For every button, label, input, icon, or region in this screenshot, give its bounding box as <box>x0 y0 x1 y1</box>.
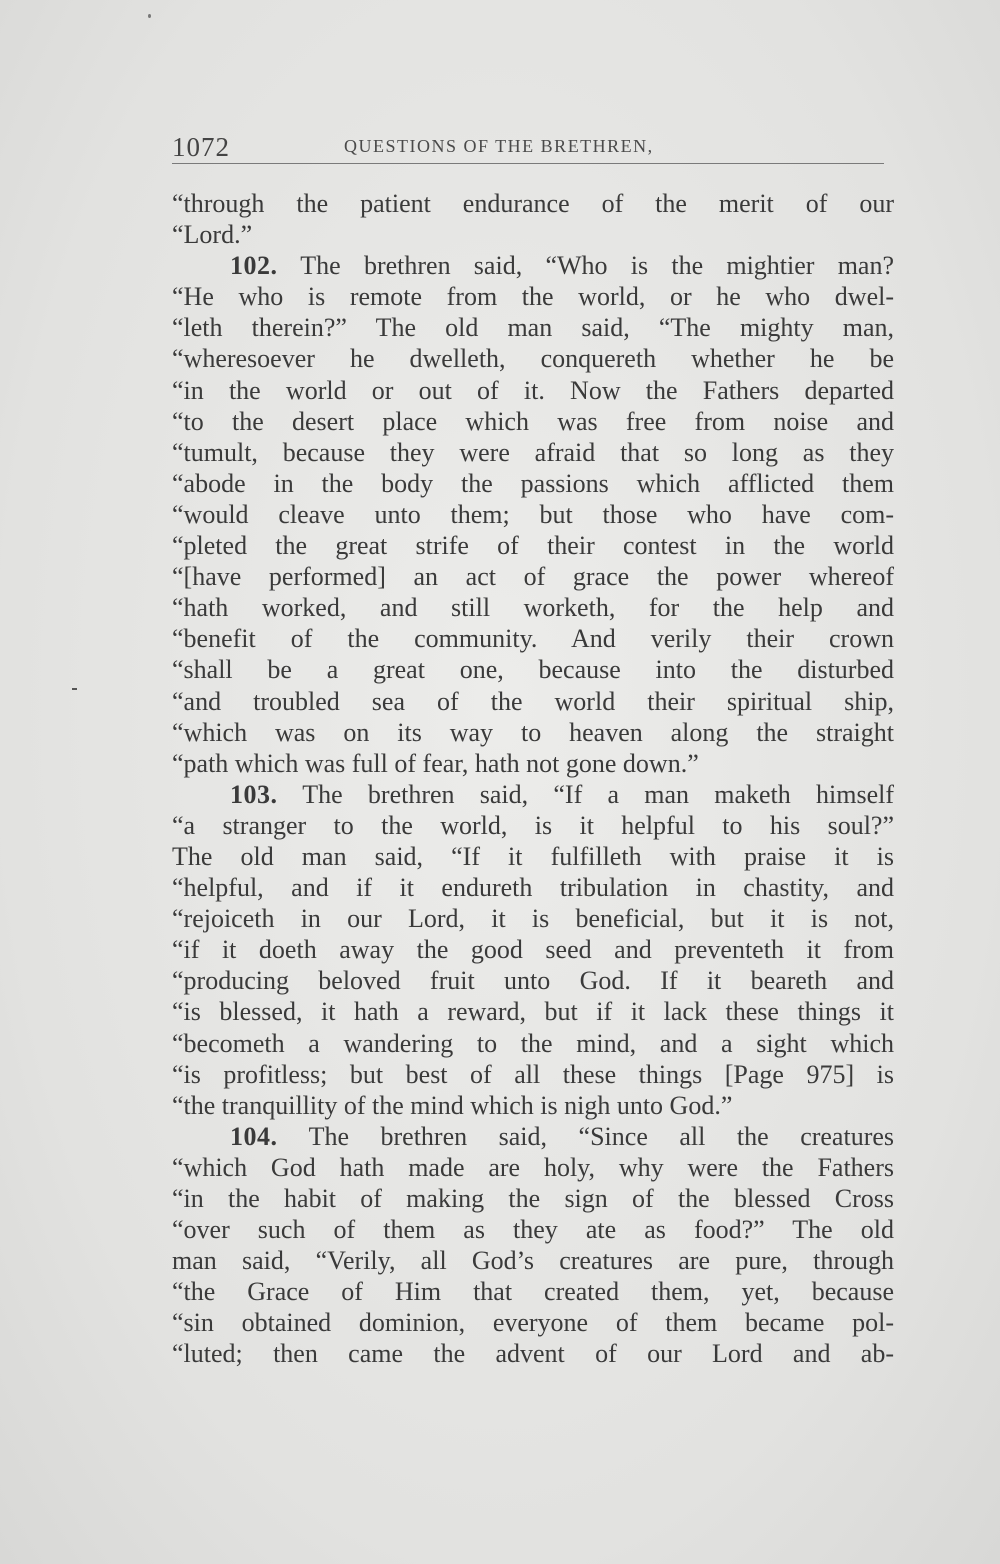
text-line: “the Grace of Him that created them, yet, because <box>172 1277 894 1307</box>
text-line: The brethren said, “If a man maketh himself <box>302 779 894 809</box>
paper-speck <box>148 14 151 18</box>
page-number: 1072 <box>172 132 230 162</box>
text-line: “and troubled sea of the world their spiritual ship, <box>172 686 894 716</box>
text-line: “wheresoever he dwelleth, conquereth whether he be <box>172 344 894 374</box>
text-line: “in the world or out of it. Now the Fathers departed <box>172 375 894 405</box>
text-line: “through the patient endurance of the merit of our <box>172 189 894 218</box>
text-line: “is blessed, it hath a reward, but if it lack these things it <box>172 997 894 1027</box>
text-line: The old man said, “If it fulfilleth with praise it is <box>172 841 894 871</box>
text-line: The brethren said, “Who is the mightier man? <box>300 251 894 281</box>
text-line: “becometh a wandering to the mind, and a sight which <box>172 1028 894 1058</box>
text-line: man said, “Verily, all God’s creatures are pure, through <box>172 1246 894 1276</box>
section-number: 102. <box>230 251 278 281</box>
text-line: “is profitless; but best of all these things [Page 975] is <box>172 1059 894 1089</box>
text-line: “a stranger to the world, is it helpful to his soul?” <box>172 810 894 840</box>
paragraph-start-103 <box>172 779 894 810</box>
text-line: “would cleave unto them; but those who have com- <box>172 499 894 529</box>
text-line: “to the desert place which was free from noise and <box>172 406 894 436</box>
text-line: “shall be a great one, because into the disturbed <box>172 655 894 685</box>
page-header <box>172 128 890 168</box>
text-line: “path which was full of fear, hath not gone down.” <box>172 748 699 778</box>
text-line: “luted; then came the advent of our Lord and ab- <box>172 1339 894 1369</box>
paragraph-start-104 <box>172 1121 894 1152</box>
margin-mark <box>72 688 77 690</box>
text-line: “sin obtained dominion, everyone of them became pol- <box>172 1308 894 1338</box>
paragraph-start-102 <box>172 250 894 281</box>
text-line: “helpful, and if it endureth tribulation in chastity, and <box>172 873 894 903</box>
section-number: 103. <box>230 779 278 809</box>
text-line: “producing beloved fruit unto God. If it beareth and <box>172 966 894 996</box>
text-line: “pleted the great strife of their contest in the world <box>172 531 894 561</box>
body-text <box>172 188 894 1370</box>
text-line: “which was on its way to heaven along the straight <box>172 717 894 747</box>
text-line: “which God hath made are holy, why were the Fathers <box>172 1152 894 1182</box>
text-line: “leth therein?” The old man said, “The mighty man, <box>172 313 894 343</box>
text-line: “[have performed] an act of grace the power whereof <box>172 562 894 592</box>
section-number: 104. <box>230 1121 278 1151</box>
text-line: “over such of them as they ate as food?” The old <box>172 1215 894 1245</box>
text-line: “if it doeth away the good seed and preventeth it from <box>172 935 894 965</box>
text-line: “rejoiceth in our Lord, it is beneficial, but it is not, <box>172 904 894 934</box>
text-line: “benefit of the community. And verily their crown <box>172 624 894 654</box>
running-head: QUESTIONS OF THE BRETHREN, <box>344 136 654 156</box>
text-line: “He who is remote from the world, or he who dwel- <box>172 282 894 312</box>
text-line: “tumult, because they were afraid that so long as they <box>172 437 894 467</box>
text-line: “Lord.” <box>172 220 253 250</box>
text-line: “hath worked, and still worketh, for the help and <box>172 593 894 623</box>
text-line: “in the habit of making the sign of the blessed Cross <box>172 1184 894 1213</box>
text-line: “abode in the body the passions which afflicted them <box>172 468 894 498</box>
text-line: The brethren said, “Since all the creatures <box>308 1121 894 1151</box>
header-rule <box>172 163 884 164</box>
text-line: “the tranquillity of the mind which is nigh unto God.” <box>172 1090 733 1120</box>
